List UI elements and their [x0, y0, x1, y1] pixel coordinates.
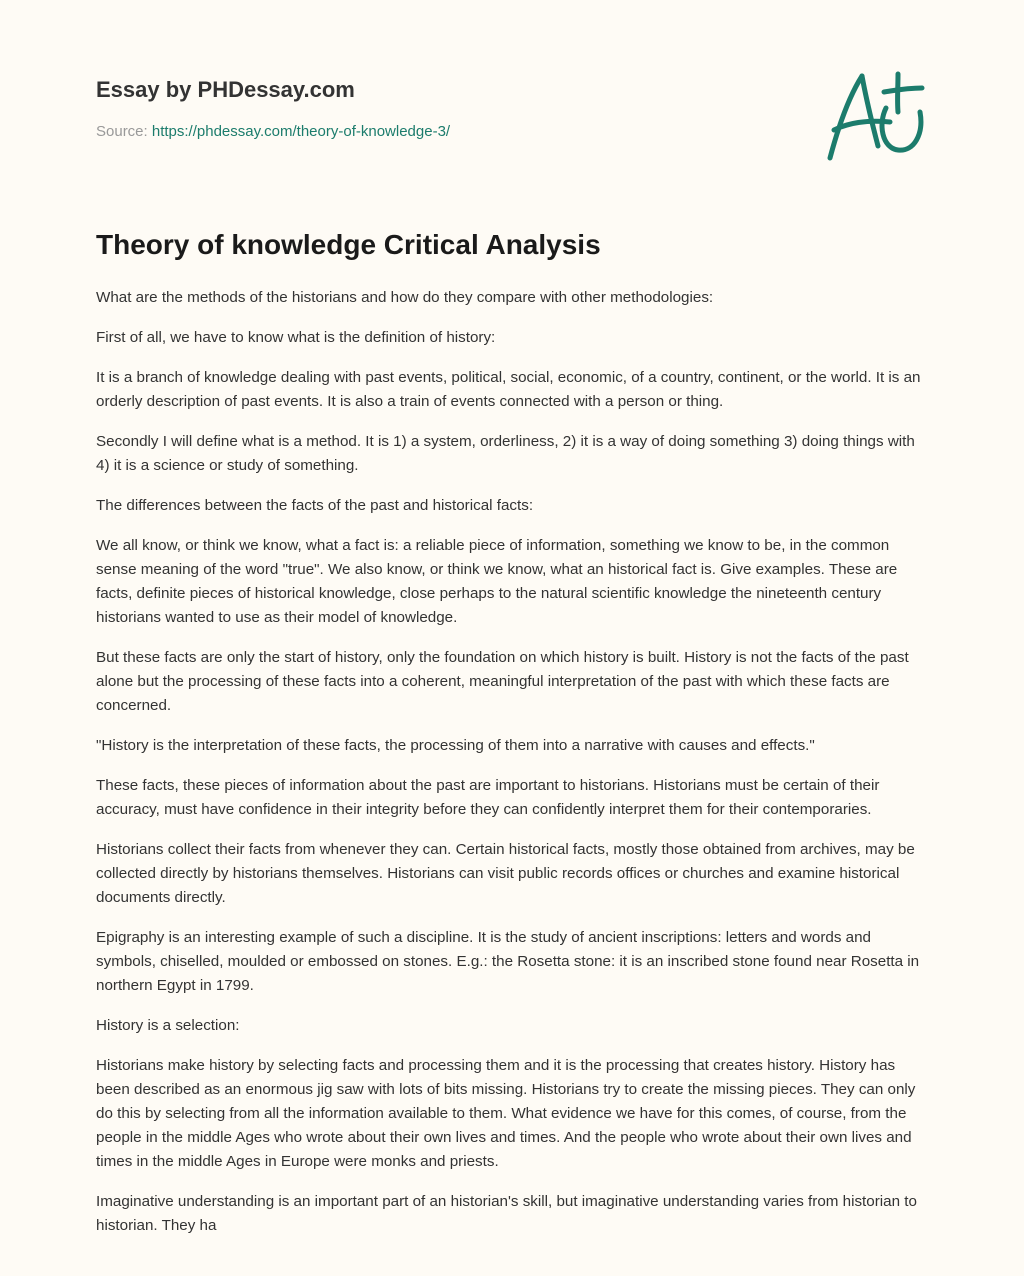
essay-title: Theory of knowledge Critical Analysis — [96, 229, 601, 260]
essay-paragraph: First of all, we have to know what is the definition of history: — [96, 329, 496, 346]
essay-paragraph: History is a selection: — [96, 1017, 240, 1034]
essay-paragraph: It is a branch of knowledge dealing with past events, political, social, economic, of a country, continent, or the world. It is an orderly description of past events. It is also a train of events connected with a person or thing. — [96, 369, 921, 410]
page-header — [96, 76, 696, 142]
essay-paragraph: We all know, or think we know, what a fact is: a reliable piece of information, something we know to be, in the common sense meaning of the word "true". We also know, or think we know, what an historical fact is. Give examples. These are facts, definite pieces of historical knowledge, close perhaps to the natural scientific knowledge the nineteenth century historians wanted to use as their model of knowledge. — [96, 537, 898, 626]
essay-paragraph: But these facts are only the start of history, only the foundation on which history is built. History is not the facts of the past alone but the processing of these facts into a coherent, meaningful interpretation of the past with which these facts are concerned. — [96, 649, 909, 714]
source-label: Source: — [96, 123, 152, 140]
essay-paragraph: Historians make history by selecting facts and processing them and it is the processing that creates history. History has been described as an enormous jig saw with lots of bits missing. Historians try to create the missing pieces. They can only do this by selecting from all the information available to them. What evidence we have for this comes, of course, from the people in the middle Ages who wrote about their own lives and times. And the people who wrote about their own lives and times in the middle Ages in Europe were monks and priests. — [96, 1057, 916, 1170]
essay-paragraph: These facts, these pieces of information about the past are important to historians. Historians must be certain of their accuracy, must have confidence in their integrity before they can confidently interpret them for their contemporaries. — [96, 777, 880, 818]
essay-body — [96, 226, 932, 1254]
essay-paragraph: The differences between the facts of the past and historical facts: — [96, 497, 534, 514]
essay-paragraph: Secondly I will define what is a method. It is 1) a system, orderliness, 2) it is a way of doing something 3) doing things with 4) it is a science or study of something. — [96, 433, 915, 474]
essay-paragraph: What are the methods of the historians and how do they compare with other methodologies: — [96, 289, 714, 306]
essay-paragraph: Epigraphy is an interesting example of such a discipline. It is the study of ancient inscriptions: letters and words and symbols, chiselled, moulded or embossed on stones. E.g.: the Rosetta stone: it is an inscribed stone found near Rosetta in northern Egypt in 1799. — [96, 929, 920, 994]
essay-paragraph: Imaginative understanding is an important part of an historian's skill, but imaginative understanding varies from historian to historian. They ha — [96, 1193, 917, 1234]
source-line — [96, 122, 696, 142]
essay-paragraph: Historians collect their facts from whenever they can. Certain historical facts, mostly those obtained from archives, may be collected directly by historians themselves. Historians can visit public records offices or churches and examine historical documents directly. — [96, 841, 915, 906]
essay-paragraph: "History is the interpretation of these facts, the processing of them into a narrative with causes and effects." — [96, 737, 815, 754]
a-plus-logo-icon — [820, 68, 930, 164]
source-link[interactable]: https://phdessay.com/theory-of-knowledge-3/ — [151, 123, 451, 140]
site-title: Essay by PHDessay.com — [96, 77, 355, 102]
